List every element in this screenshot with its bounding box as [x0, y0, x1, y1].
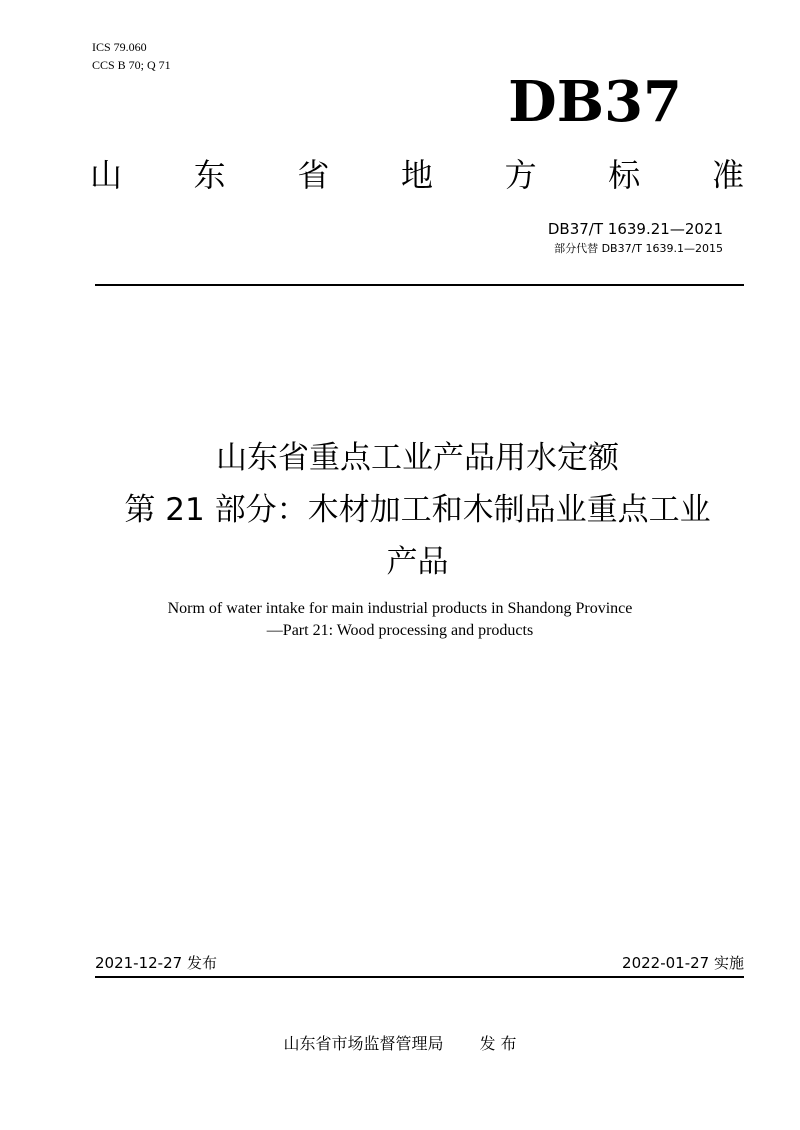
standard-number: DB37/T 1639.21—2021 [547, 220, 723, 238]
standard-type-char: 准 [711, 156, 744, 194]
ics-code: ICS 79.060 [92, 40, 147, 54]
db37-logo: DB37 [508, 69, 682, 135]
implement-date: 2022-01-27 实施 [622, 954, 744, 972]
title-line-3: 产品 [386, 544, 449, 580]
replaces-note: 部分代替 DB37/T 1639.1—2015 [554, 242, 723, 255]
classification-codes [92, 38, 171, 74]
standard-type-char: 标 [608, 156, 641, 194]
title-line-2: 第 21 部分：木材加工和木制品业重点工业 [124, 492, 711, 528]
ccs-code: CCS B 70; Q 71 [92, 58, 171, 72]
bottom-divider [95, 976, 744, 978]
english-title-line-2: —Part 21: Wood processing and products [266, 622, 534, 639]
publish-date: 2021-12-27 发布 [95, 954, 217, 972]
publisher-line [0, 1033, 800, 1055]
title-line-1: 山东省重点工业产品用水定额 [216, 440, 619, 476]
standard-type-char: 山 [90, 156, 123, 194]
standard-type-char: 省 [297, 156, 330, 194]
english-title-line-1: Norm of water intake for main industrial products in Shandong Province [167, 600, 633, 617]
issuing-authority: 山东省市场监督管理局 [283, 1034, 444, 1053]
document-title [80, 432, 755, 588]
standard-type-char: 方 [504, 156, 537, 194]
standard-type-heading [90, 150, 744, 200]
top-divider [95, 284, 744, 286]
english-title [80, 598, 720, 642]
standard-number-block [548, 218, 723, 258]
standard-type-char: 地 [400, 156, 433, 194]
standard-type-char: 东 [193, 156, 226, 194]
issue-label: 发 布 [479, 1034, 517, 1053]
